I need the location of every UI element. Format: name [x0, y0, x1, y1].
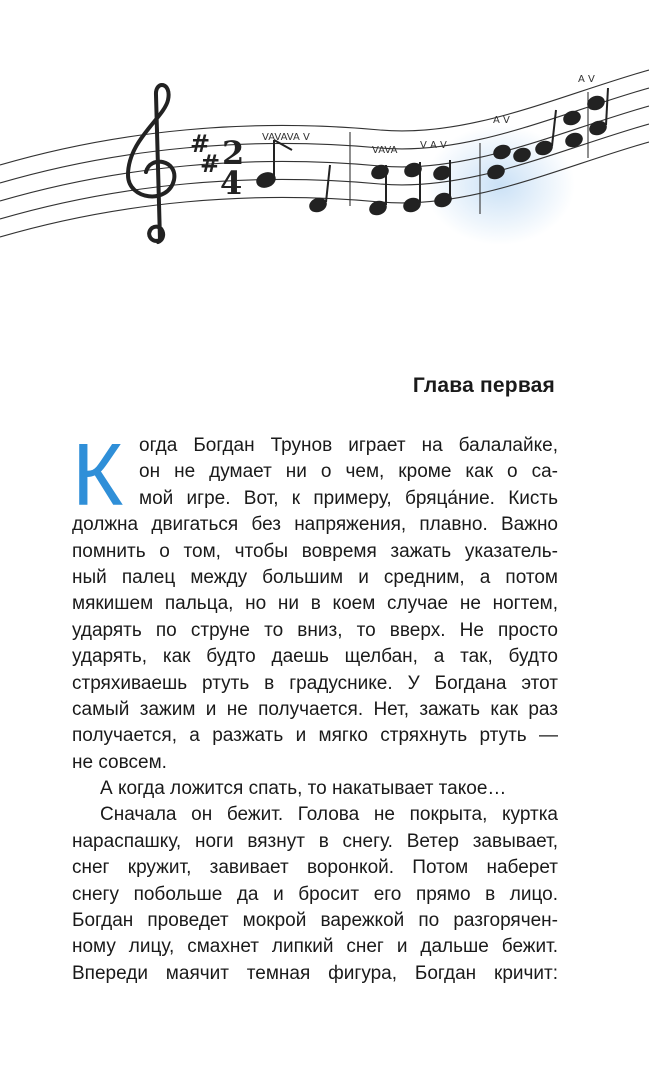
text-line: Сначала он бежит. Голова не покрыта, куртка [100, 804, 558, 826]
text-line: снег кружит, завивает воронкой. Потом наберет [72, 857, 558, 879]
text-line: стряхиваешь ртуть в градуснике. У Богдана этот [72, 672, 558, 694]
text-line: огда Богдан Трунов играет на балалайке, [139, 435, 558, 456]
bowing-marks: V A V [420, 140, 447, 151]
music-staff-illustration [0, 0, 649, 300]
time-signature-bottom: 4 [220, 164, 243, 202]
chapter-text [72, 425, 558, 987]
sharp-icon: # [190, 129, 211, 158]
text-line: А когда ложится спать, то накатывает такое… [100, 778, 507, 800]
bowing-marks: VAVAVA V [262, 132, 310, 143]
text-line: получается, а разжать и мягко стряхнуть ртуть — [72, 725, 558, 747]
bowing-marks: A V [578, 74, 595, 85]
text-line: должна двигаться без напряжения, плавно. Важно [72, 514, 558, 536]
treble-clef-icon [128, 85, 174, 242]
drop-cap: К [72, 425, 124, 524]
text-line: Богдан проведет мокрой варежкой по разгорячен- [72, 910, 558, 932]
text-line: мой игре. Вот, к примеру, бряца́ние. Кисть [139, 487, 558, 509]
text-line: нараспашку, ноги вязнут в снегу. Ветер завывает, [72, 830, 558, 852]
bowing-marks: A V [493, 115, 510, 126]
time-signature-top: 2 [222, 134, 245, 172]
text-line: помнить о том, чтобы вовремя зажать указатель- [72, 540, 558, 562]
text-line: ному лицу, смахнет липкий снег и дальше бежит. [72, 936, 558, 958]
bowing-marks: VAVA [372, 145, 398, 156]
text-line: ударять по струне то вниз, то вверх. Не просто [72, 619, 558, 641]
text-line: Впереди маячит темная фигура, Богдан кричит: [72, 962, 558, 984]
sharp-icon: # [200, 149, 221, 178]
chapter-title: Глава первая [412, 374, 555, 397]
text-line: не совсем. [72, 751, 167, 773]
text-line: ный палец между большим и средним, а потом [72, 566, 558, 588]
text-line: мякишем пальца, но ни в коем случае не ногтем, [72, 593, 558, 615]
text-line: ударять, как будто даешь щелбан, а так, будто [72, 646, 558, 668]
text-line: он не думает ни о чем, кроме как о са- [139, 461, 558, 483]
text-line: снегу побольше да и бросит его прямо в лицо. [72, 883, 558, 905]
text-line: самый зажим и не получается. Нет, зажать как раз [72, 698, 558, 720]
